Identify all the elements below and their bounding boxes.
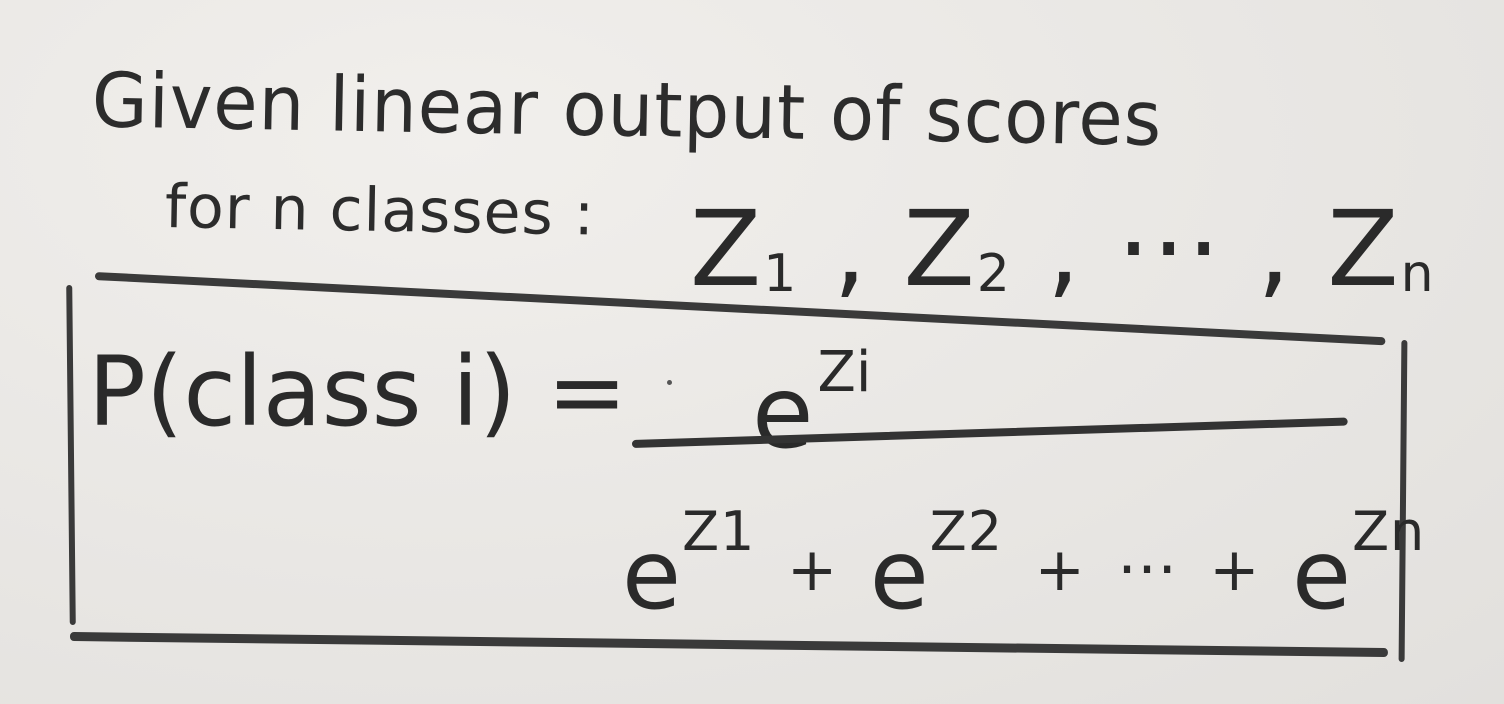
subscript-n: n bbox=[1400, 244, 1436, 304]
box-left-edge bbox=[66, 285, 76, 625]
numerator-base: e bbox=[752, 354, 814, 471]
denominator-exponent-n: Zn bbox=[1352, 500, 1426, 563]
plus-sign: + bbox=[1034, 535, 1086, 605]
subscript-2: 2 bbox=[976, 244, 1012, 304]
score-sequence bbox=[690, 188, 1436, 310]
numerator-exponent: Zi bbox=[817, 340, 872, 405]
denominator-base-2: e bbox=[869, 519, 930, 631]
pencil-dot bbox=[667, 380, 672, 385]
plus-sign: + bbox=[786, 535, 839, 605]
intro-text-line-2: for n classes : bbox=[164, 172, 596, 250]
softmax-denominator bbox=[622, 500, 1425, 631]
denominator-exponent-2: Z2 bbox=[929, 500, 1004, 563]
box-bottom-edge bbox=[70, 632, 1388, 657]
probability-label: P(class i) = bbox=[88, 336, 628, 448]
z-symbol: Z bbox=[1327, 188, 1401, 310]
ellipsis: ··· bbox=[1117, 535, 1178, 605]
denominator-exponent-1: Z1 bbox=[682, 500, 756, 563]
fraction-bar bbox=[632, 418, 1348, 448]
denominator-base-1: e bbox=[622, 519, 683, 631]
intro-text-line-1: Given linear output of scores bbox=[91, 55, 1164, 163]
separator: , bbox=[798, 188, 904, 310]
z-symbol: Z bbox=[903, 188, 977, 310]
separator-ellipsis: , ··· , bbox=[1011, 188, 1328, 310]
softmax-numerator bbox=[752, 340, 871, 471]
plus-sign: + bbox=[1209, 535, 1261, 605]
denominator-base-n: e bbox=[1292, 519, 1353, 631]
z-symbol: Z bbox=[690, 188, 764, 310]
subscript-1: 1 bbox=[763, 244, 799, 304]
